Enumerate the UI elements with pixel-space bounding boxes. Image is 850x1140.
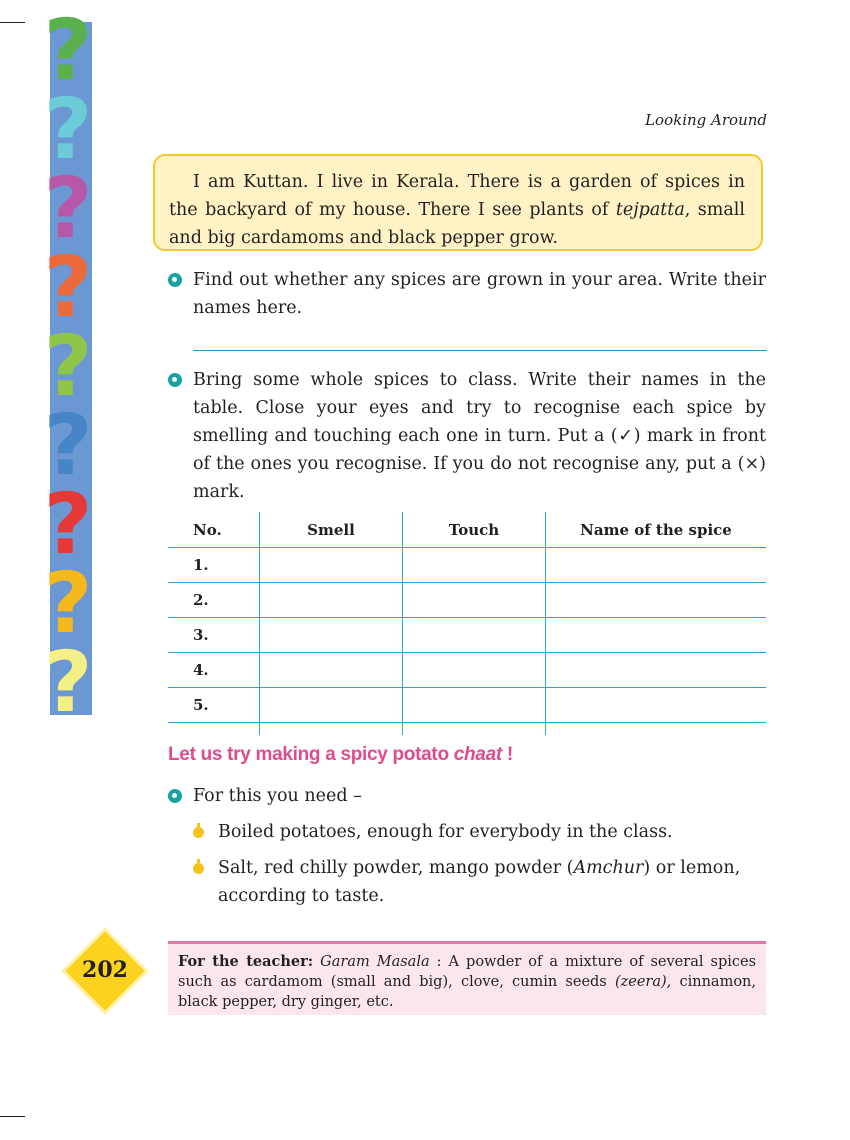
table-tail: [168, 723, 766, 736]
spice-name-cell[interactable]: [546, 548, 767, 583]
question-mark-icon: ?: [43, 238, 93, 336]
callout-text: I am Kuttan. I live in Kerala. There is a garden of spices in the backyard of my house. There I see plants of tejpatta, small and big cardamoms and black pepper grow.: [169, 172, 745, 248]
teal-bullet-icon: [168, 789, 182, 803]
spice-table: [168, 512, 766, 735]
kuttan-callout: [153, 154, 763, 251]
you-need-text: For this you need –: [193, 786, 362, 806]
crop-mark-bottom: [0, 1116, 25, 1117]
teacher-note-emphasis: (zeera),: [614, 974, 672, 990]
page-number-badge: [66, 932, 144, 1010]
touch-cell[interactable]: [403, 653, 546, 688]
smell-cell[interactable]: [260, 583, 403, 618]
activity-1-text: Find out whether any spices are grown in your area. Write their names here.: [193, 270, 766, 318]
spice-name-cell[interactable]: [546, 688, 767, 723]
answer-write-line[interactable]: [193, 350, 767, 351]
table-row: [168, 548, 766, 583]
row-number: 5.: [168, 688, 260, 723]
header-smell: Smell: [260, 512, 403, 548]
you-need-intro: [168, 782, 766, 810]
section-title-emphasis: chaat: [453, 744, 502, 765]
table-row: [168, 583, 766, 618]
activity-2-text: Bring some whole spices to class. Write their names in the table. Close your eyes and try to recognise each spice by smelling and touching each one in turn. Put a (✓) mark in front of the ones you recognise. If you do not recognise any, put a (×) mark.: [193, 370, 766, 502]
table-row: [168, 618, 766, 653]
crop-mark-top: [0, 22, 25, 23]
spice-name-cell[interactable]: [546, 583, 767, 618]
row-number: 1.: [168, 548, 260, 583]
table-row: [168, 688, 766, 723]
touch-cell[interactable]: [403, 618, 546, 653]
touch-cell[interactable]: [403, 688, 546, 723]
question-mark-icon: ?: [43, 159, 93, 257]
ingredient-item: [193, 854, 767, 910]
touch-cell[interactable]: [403, 548, 546, 583]
question-mark-icon: ?: [43, 554, 93, 652]
teal-bullet-icon: [168, 373, 182, 387]
smell-cell[interactable]: [260, 688, 403, 723]
activity-recognise-spices: [168, 366, 766, 506]
ingredient-1-text: Boiled potatoes, enough for everybody in the class.: [218, 822, 673, 842]
activity-find-spices: [168, 266, 766, 322]
question-mark-icon: ?: [43, 396, 93, 494]
ingredient-emphasis: Amchur: [573, 858, 644, 878]
header-spice-name: Name of the spice: [546, 512, 767, 548]
row-number: 4.: [168, 653, 260, 688]
question-mark-icon: ?: [43, 633, 93, 731]
teal-bullet-icon: [168, 273, 182, 287]
ingredient-2-text: Salt, red chilly powder, mango powder (Amchur) or lemon, according to taste.: [218, 858, 741, 906]
touch-cell[interactable]: [403, 583, 546, 618]
question-mark-icon: ?: [43, 1, 93, 99]
spice-name-cell[interactable]: [546, 618, 767, 653]
table-row: [168, 653, 766, 688]
callout-emphasis: tejpatta: [615, 200, 685, 220]
lemon-bullet-icon: [193, 827, 204, 838]
teacher-note-term: Garam Masala: [320, 954, 430, 970]
question-mark-icon: ?: [43, 475, 93, 573]
section-title: Let us try making a spicy potato chaat !: [168, 744, 513, 765]
spice-name-cell[interactable]: [546, 653, 767, 688]
teacher-note-label: For the teacher:: [178, 953, 314, 970]
table-header-row: [168, 512, 766, 548]
question-mark-icon: ?: [43, 317, 93, 415]
teacher-note: [168, 941, 766, 1015]
row-number: 2.: [168, 583, 260, 618]
row-number: 3.: [168, 618, 260, 653]
question-mark-icon: ?: [43, 80, 93, 178]
smell-cell[interactable]: [260, 653, 403, 688]
ingredient-item: [193, 818, 767, 846]
header-touch: Touch: [403, 512, 546, 548]
lemon-bullet-icon: [193, 863, 204, 874]
running-title: Looking Around: [645, 111, 767, 129]
header-no: No.: [168, 512, 260, 548]
smell-cell[interactable]: [260, 618, 403, 653]
smell-cell[interactable]: [260, 548, 403, 583]
teacher-note-text: For the teacher: Garam Masala : A powder of a mixture of several spices such as cardamom (small and big), clove, cumin seeds (zeera), cinnamon, black pepper, dry ginger, etc.: [178, 953, 757, 1010]
page-number: 202: [82, 957, 128, 983]
